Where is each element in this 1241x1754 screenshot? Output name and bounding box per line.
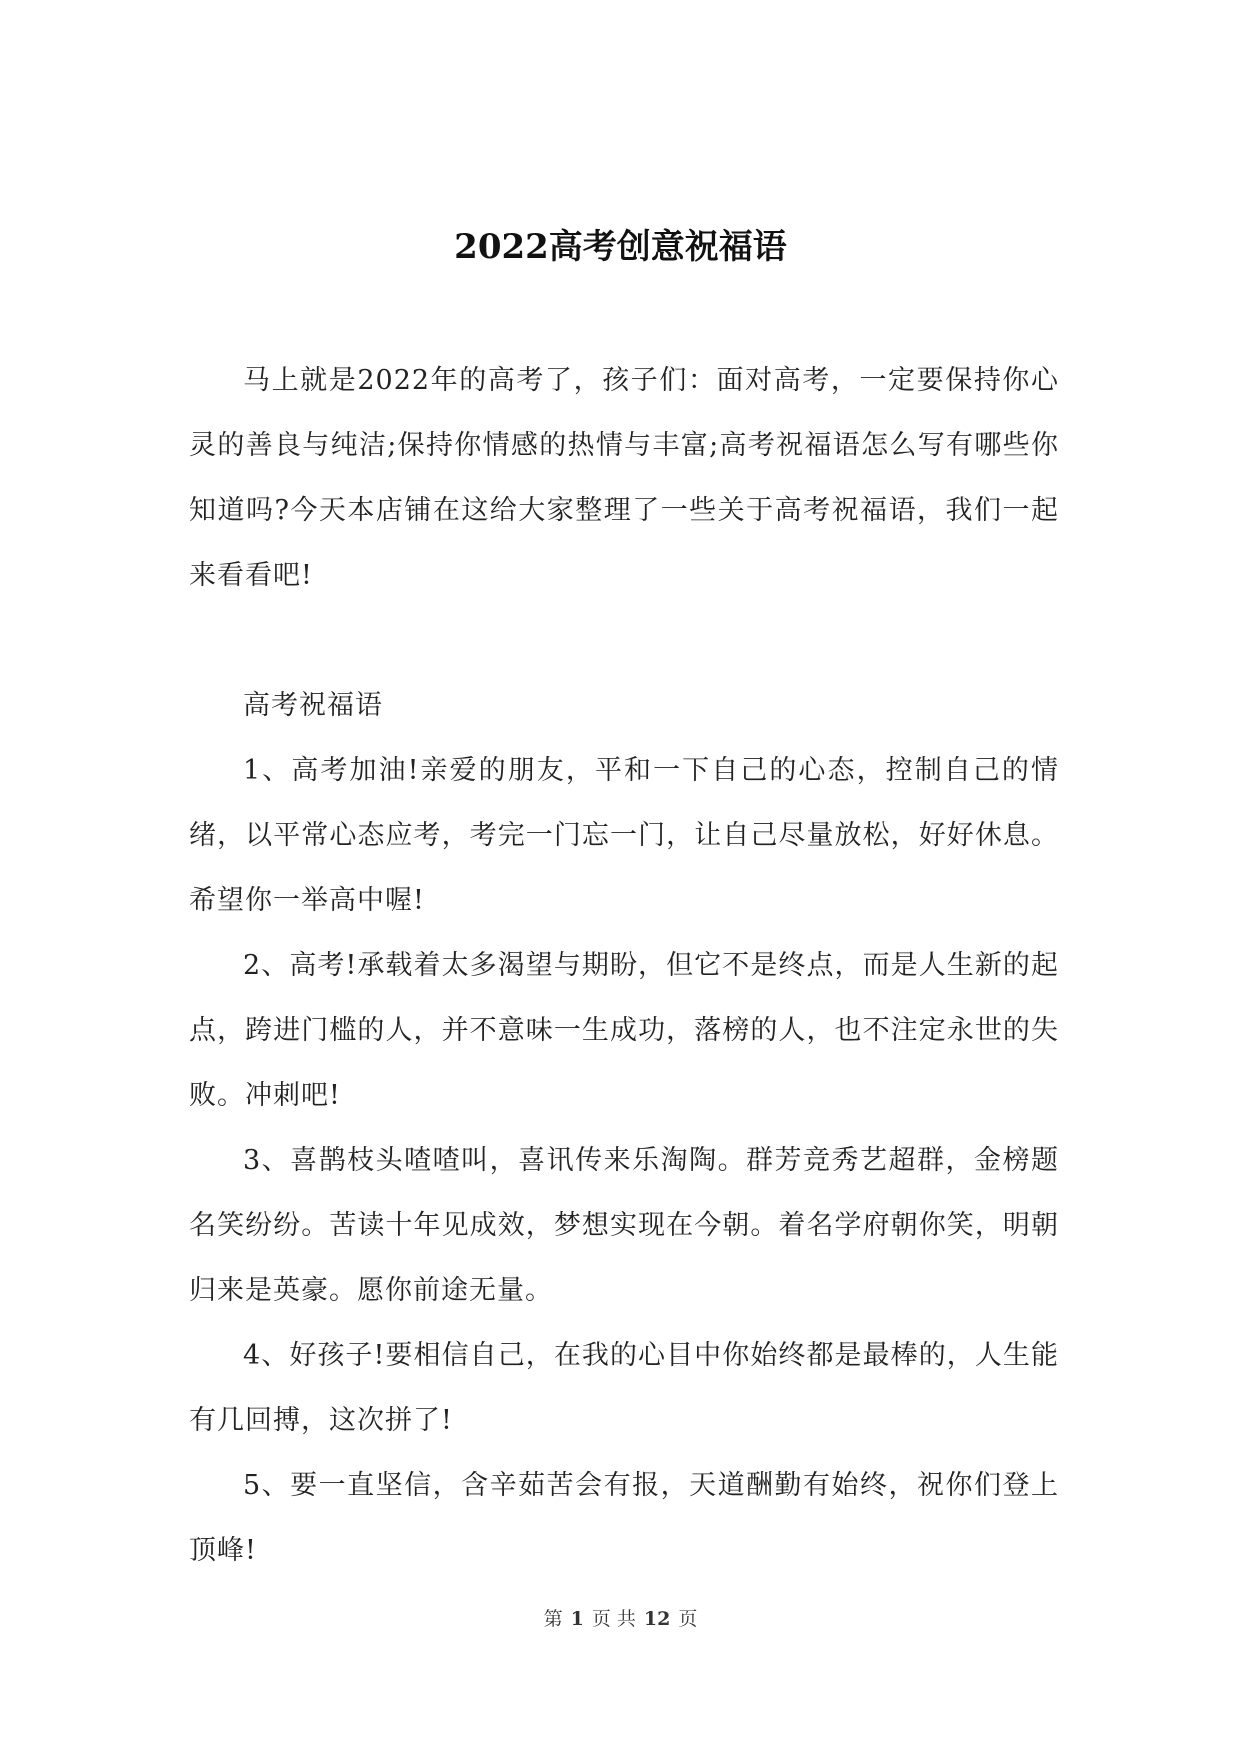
paragraph-spacer bbox=[189, 608, 1059, 673]
document-title: 2022高考创意祝福语 bbox=[454, 227, 787, 267]
current-page-number: 1 bbox=[570, 1608, 584, 1630]
page-footer bbox=[0, 1604, 1241, 1631]
blessing-item-2: 2、高考!承载着太多渴望与期盼，但它不是终点，而是人生新的起点，跨进门槛的人，并不意味一生成功，落榜的人，也不注定永世的失败。冲刺吧! bbox=[189, 950, 1059, 1111]
section-heading: 高考祝福语 bbox=[243, 690, 383, 721]
blessing-item-1: 1、高考加油!亲爱的朋友，平和一下自己的心态，控制自己的情绪，以平常心态应考，考完一门忘一门，让自己尽量放松，好好休息。希望你一举高中喔! bbox=[189, 755, 1059, 916]
total-pages-number: 12 bbox=[643, 1608, 671, 1630]
intro-paragraph: 马上就是2022年的高考了，孩子们：面对高考，一定要保持你心灵的善良与纯洁;保持你情感的热情与丰富;高考祝福语怎么写有哪些你知道吗?今天本店铺在这给大家整理了一些关于高考祝福语，我们一起来看看吧! bbox=[189, 365, 1059, 591]
blessing-item-5: 5、要一直坚信，含辛茹苦会有报，天道酬勤有始终，祝你们登上顶峰! bbox=[189, 1470, 1059, 1566]
blessing-item-3: 3、喜鹊枝头喳喳叫，喜讯传来乐淘陶。群芳竞秀艺超群，金榜题名笑纷纷。苦读十年见成效，梦想实现在今朝。着名学府朝你笑，明朝归来是英豪。愿你前途无量。 bbox=[189, 1145, 1059, 1306]
blessing-item-4: 4、好孩子!要相信自己，在我的心目中你始终都是最棒的，人生能有几回搏，这次拼了! bbox=[189, 1340, 1059, 1436]
footer-middle: 页 共 bbox=[591, 1608, 636, 1630]
document-body bbox=[189, 348, 1059, 1583]
footer-suffix: 页 bbox=[678, 1608, 698, 1630]
footer-prefix: 第 bbox=[543, 1608, 563, 1630]
